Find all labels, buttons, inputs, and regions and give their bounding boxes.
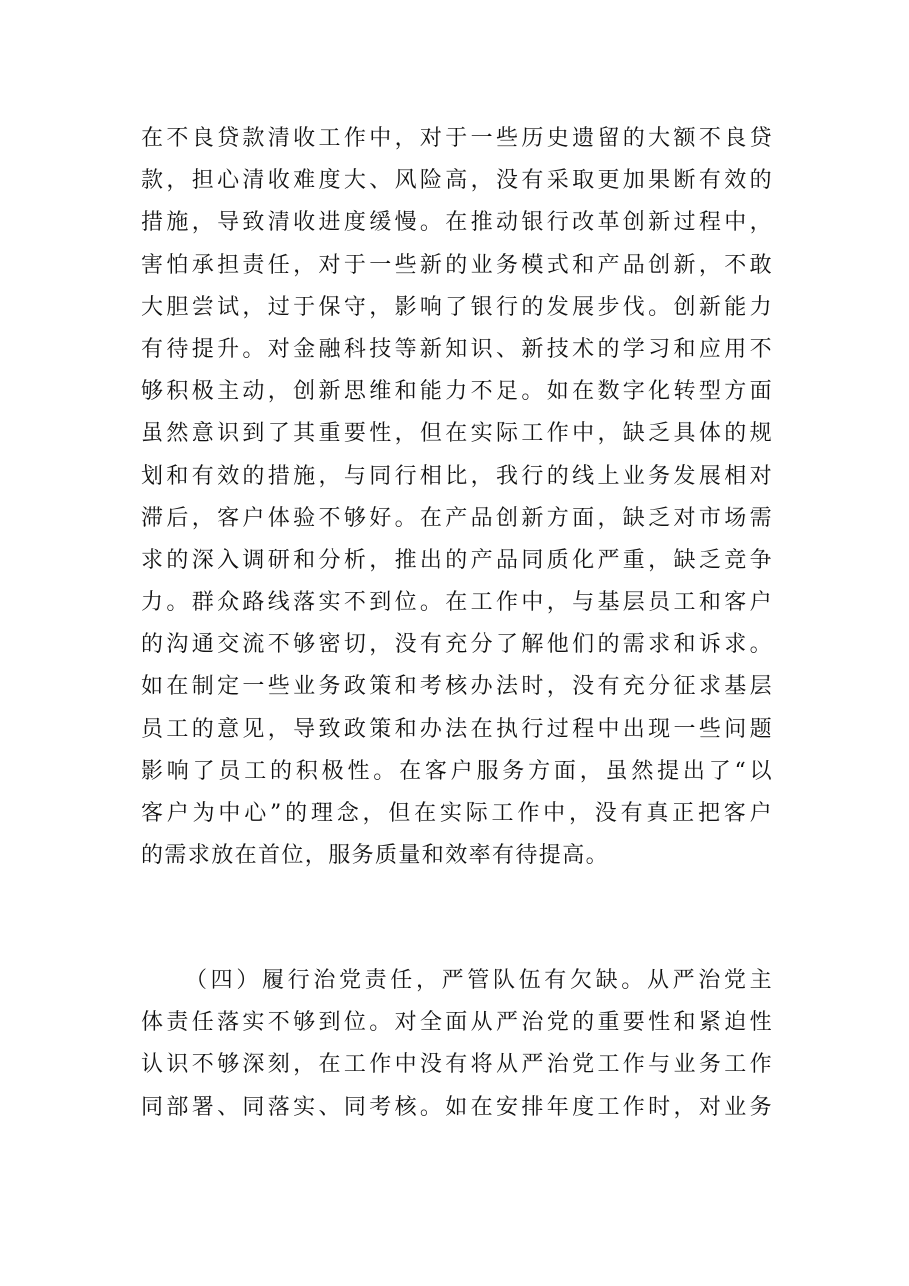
text-line: 害怕承担责任，对于一些新的业务模式和产品创新，不敢	[141, 252, 773, 278]
text-line: 的需求放在首位，服务质量和效率有待提高。	[141, 843, 610, 869]
text-line: 划和有效的措施，与同行相比，我行的线上业务发展相对	[141, 463, 773, 489]
section-heading-line: （四）履行治党责任，严管队伍有欠缺。从严治党主	[185, 968, 773, 993]
paragraph-1	[141, 118, 773, 877]
text-line: 有待提升。对金融科技等新知识、新技术的学习和应用不	[141, 336, 773, 362]
text-line: 认识不够深刻，在工作中没有将从严治党工作与业务工作	[141, 1052, 773, 1078]
text-line: 求的深入调研和分析，推出的产品同质化严重，缺乏竞争	[141, 547, 773, 573]
text-line: 措施，导致清收进度缓慢。在推动银行改革创新过程中，	[141, 210, 773, 236]
text-line: 款，担心清收难度大、风险高，没有采取更加果断有效的	[141, 168, 773, 194]
text-line: 滞后，客户体验不够好。在产品创新方面，缺乏对市场需	[141, 505, 773, 531]
text-line: 员工的意见，导致政策和办法在执行过程中出现一些问题	[141, 716, 773, 742]
text-line: 虽然意识到了其重要性，但在实际工作中，缺乏具体的规	[141, 421, 773, 447]
text-line: 力。群众路线落实不到位。在工作中，与基层员工和客户	[141, 590, 773, 616]
text-line: 的沟通交流不够密切，没有充分了解他们的需求和诉求。	[141, 632, 773, 658]
text-line: 大胆尝试，过于保守，影响了银行的发展步伐。创新能力	[141, 294, 773, 320]
text-line: 如在制定一些业务政策和考核办法时，没有充分征求基层	[141, 674, 773, 700]
text-line: 同部署、同落实、同考核。如在安排年度工作时，对业务	[141, 1094, 773, 1120]
text-line: 体责任落实不够到位。对全面从严治党的重要性和紧迫性	[141, 1010, 773, 1036]
text-line: 客户为中心”的理念，但在实际工作中，没有真正把客户	[141, 801, 773, 826]
text-line: 在不良贷款清收工作中，对于一些历史遗留的大额不良贷	[141, 126, 773, 151]
paragraph-2	[141, 960, 773, 1129]
text-line: 够积极主动，创新思维和能力不足。如在数字化转型方面	[141, 379, 773, 405]
text-line: 影响了员工的积极性。在客户服务方面，虽然提出了“以	[141, 758, 773, 784]
